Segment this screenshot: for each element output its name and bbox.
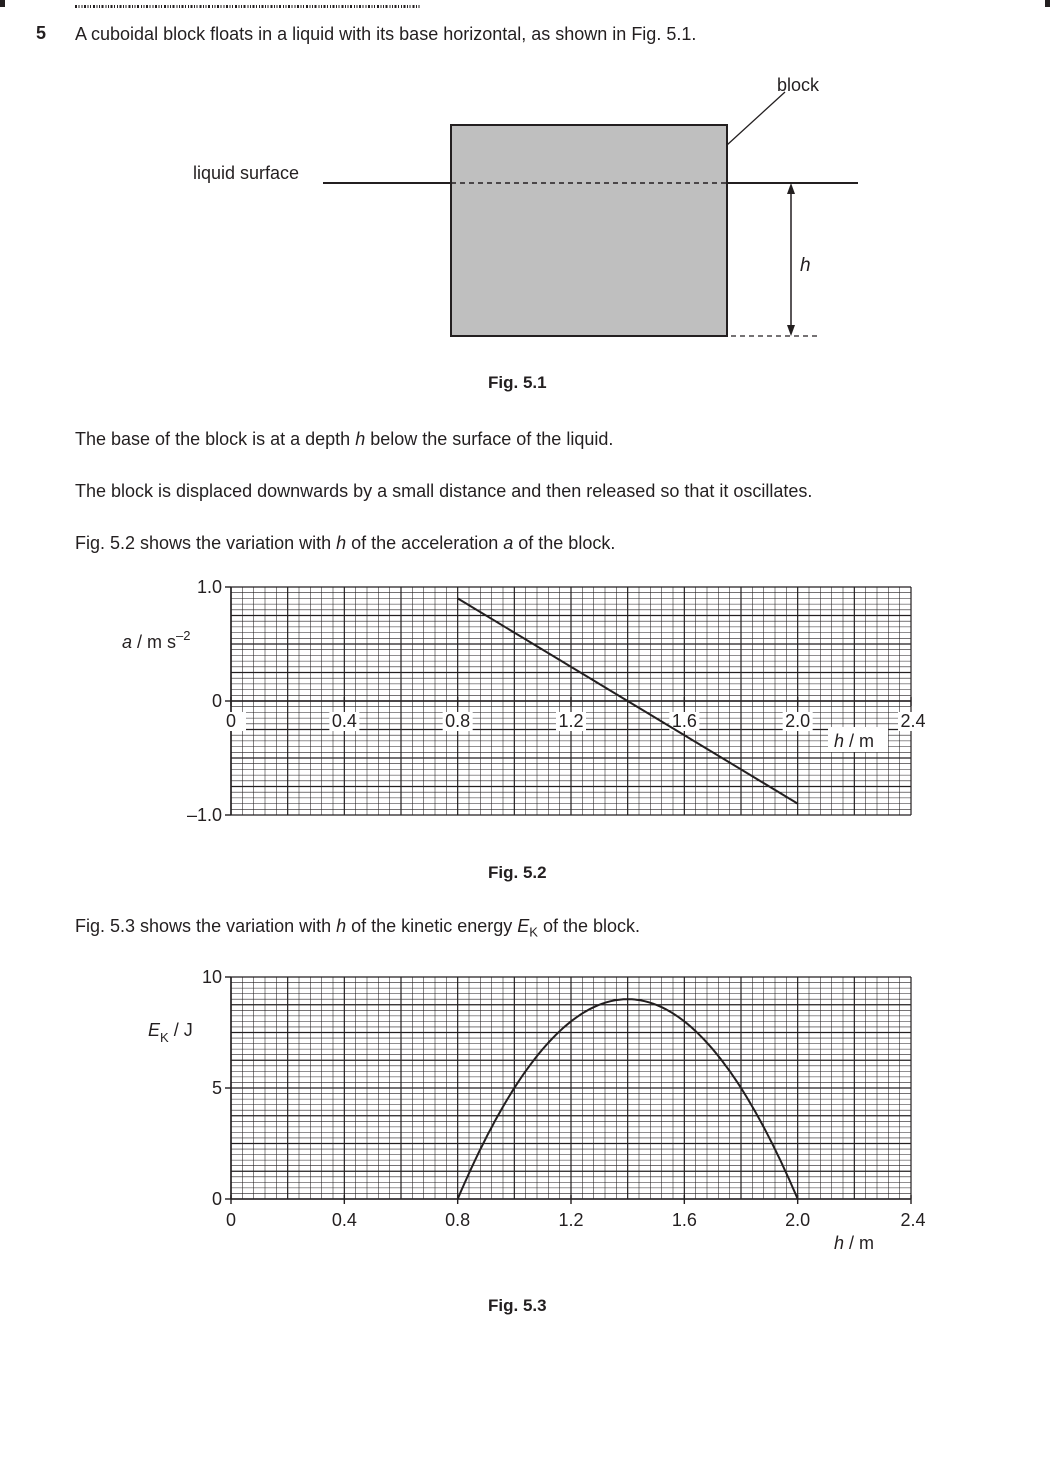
barcode-bar [88, 5, 89, 8]
y-tick-label: 0 [211, 1189, 222, 1209]
barcode-bar [312, 5, 313, 8]
barcode-bar [377, 5, 379, 8]
barcode-bar [248, 5, 249, 8]
barcode-bar [330, 5, 331, 8]
barcode-bar [342, 5, 344, 8]
barcode-bar [372, 5, 373, 8]
barcode-bar [161, 5, 162, 8]
barcode-bar [413, 5, 415, 8]
barcode-bar [407, 5, 408, 8]
barcode-bar [90, 5, 91, 8]
barcode-bar [336, 5, 337, 8]
barcode-bar [315, 5, 317, 8]
barcode-bar [381, 5, 382, 8]
x-tick-label: 2.0 [785, 711, 811, 731]
fig-5-3-caption: Fig. 5.3 [488, 1296, 547, 1315]
barcode-bar [126, 5, 127, 8]
question-number: 5 [36, 23, 47, 43]
barcode-bar [292, 5, 293, 8]
floating-block [451, 125, 727, 336]
barcode-bar [374, 5, 375, 8]
corner-mark-left [0, 0, 5, 7]
barcode-bar [79, 5, 80, 8]
x-tick-label: 2.4 [900, 711, 926, 731]
x-tick-label: 0 [225, 1210, 237, 1230]
paragraph-depth: The base of the block is at a depth h below the surface of the liquid. [75, 429, 614, 449]
barcode-bar [102, 5, 104, 8]
barcode-bar [350, 5, 352, 8]
barcode-bar [262, 5, 264, 8]
barcode-bar [232, 5, 233, 8]
barcode-bar [208, 5, 210, 8]
barcode-bar [159, 5, 160, 8]
paragraph-fig52-intro: Fig. 5.2 shows the variation with h of the acceleration a of the block. [75, 533, 616, 553]
barcode-bar [250, 5, 251, 8]
block-leader-line [727, 92, 785, 145]
barcode-bar [97, 5, 98, 8]
barcode-bar [179, 5, 180, 8]
barcode-bar [288, 5, 290, 8]
barcode-bar [224, 5, 225, 8]
x-tick-label: 0.8 [445, 711, 471, 731]
barcode-bar [277, 5, 278, 8]
depth-arrow-head-bottom [787, 325, 795, 336]
barcode-bar [106, 5, 107, 8]
barcode-bar [345, 5, 346, 8]
barcode-bar [141, 5, 142, 8]
barcode-bar [256, 5, 257, 8]
barcode-bar [221, 5, 222, 8]
barcode-bar [416, 5, 417, 8]
y-tick-label: 0 [211, 691, 222, 711]
depth-arrow-head-top [787, 183, 795, 194]
barcode-bar [354, 5, 355, 8]
x-tick-label: 0.4 [331, 711, 357, 731]
x-tick-label: 0.8 [445, 1210, 471, 1230]
barcode-bar [306, 5, 308, 8]
barcode-bar [383, 5, 384, 8]
barcode-bar [153, 5, 154, 8]
barcode-bar [129, 5, 131, 8]
page-barcode [75, 0, 420, 8]
barcode-bar [93, 5, 95, 8]
barcode-bar [117, 5, 118, 8]
barcode-bar [177, 5, 178, 8]
barcode-bar [99, 5, 100, 8]
x-tick-label: 2.4 [900, 1210, 926, 1230]
barcode-bar [194, 5, 195, 8]
barcode-bar [197, 5, 198, 8]
barcode-bar [366, 5, 367, 8]
x-tick-label: 1.2 [558, 1210, 584, 1230]
barcode-bar [363, 5, 364, 8]
barcode-bar [419, 5, 420, 8]
x-tick-label: 1.6 [671, 711, 697, 731]
barcode-bar [132, 5, 133, 8]
barcode-bar [206, 5, 207, 8]
barcode-bar [182, 5, 184, 8]
y-tick-label: 5 [211, 1078, 222, 1098]
barcode-bar [271, 5, 273, 8]
y-tick-label: –1.0 [186, 805, 222, 825]
barcode-bar [212, 5, 213, 8]
barcode-bar [268, 5, 269, 8]
barcode-bar [279, 5, 281, 8]
y-tick-label: 1.0 [196, 577, 222, 597]
barcode-bar [200, 5, 202, 8]
barcode-bar [368, 5, 370, 8]
barcode-bar [164, 5, 166, 8]
barcode-bar [392, 5, 393, 8]
barcode-bar [150, 5, 151, 8]
fig-5-2-acceleration-chart [0, 570, 1050, 840]
x-tick-label: 0 [225, 711, 237, 731]
block-label: block [777, 75, 820, 95]
barcode-bar [108, 5, 109, 8]
barcode-bar [203, 5, 204, 8]
x-tick-label: 1.6 [671, 1210, 697, 1230]
barcode-bar [230, 5, 231, 8]
barcode-bar [144, 5, 145, 8]
barcode-bar [386, 5, 388, 8]
barcode-bar [327, 5, 328, 8]
barcode-bar [111, 5, 113, 8]
barcode-bar [253, 5, 255, 8]
barcode-bar [321, 5, 322, 8]
barcode-bar [283, 5, 284, 8]
barcode-bar [295, 5, 296, 8]
barcode-bar [168, 5, 169, 8]
fig-5-2-caption: Fig. 5.2 [488, 863, 547, 882]
fig-5-1-diagram [0, 60, 1050, 360]
barcode-bar [339, 5, 340, 8]
barcode-bar [215, 5, 216, 8]
barcode-bar [226, 5, 228, 8]
barcode-bar [191, 5, 193, 8]
barcode-bar [135, 5, 136, 8]
depth-h-label: h [800, 255, 811, 276]
barcode-bar [170, 5, 171, 8]
fig-5-3-kinetic-energy-chart [0, 960, 1050, 1260]
barcode-bar [401, 5, 402, 8]
barcode-bar [357, 5, 358, 8]
barcode-bar [297, 5, 299, 8]
barcode-bar [217, 5, 219, 8]
barcode-bar [185, 5, 186, 8]
liquid-surface-label: liquid surface [193, 163, 300, 183]
barcode-bar [82, 5, 83, 8]
barcode-bar [301, 5, 302, 8]
barcode-bar [241, 5, 242, 8]
barcode-bar [114, 5, 115, 8]
barcode-bar [75, 5, 77, 8]
paragraph-oscillation: The block is displaced downwards by a small distance and then released so that it oscillates. [75, 481, 813, 501]
barcode-bar [303, 5, 304, 8]
barcode-bar [410, 5, 411, 8]
barcode-bar [404, 5, 406, 8]
barcode-bar [120, 5, 122, 8]
y-axis-label: $E_K$ / J [148, 1020, 193, 1045]
barcode-bar [395, 5, 397, 8]
barcode-bar [310, 5, 311, 8]
x-tick-label: 0.4 [331, 1210, 357, 1230]
barcode-bar [274, 5, 275, 8]
question-intro: A cuboidal block floats in a liquid with its base horizontal, as shown in Fig. 5.1. [75, 24, 697, 44]
fig-5-1-caption: Fig. 5.1 [488, 373, 547, 392]
barcode-bar [235, 5, 237, 8]
barcode-bar [333, 5, 335, 8]
barcode-bar [188, 5, 189, 8]
barcode-bar [259, 5, 260, 8]
barcode-bar [286, 5, 287, 8]
barcode-bar [137, 5, 139, 8]
y-axis-label: a / m $s^{-2}$ [122, 628, 191, 652]
x-tick-label: 2.0 [785, 1210, 811, 1230]
barcode-bar [155, 5, 157, 8]
barcode-bar [123, 5, 124, 8]
barcode-bar [390, 5, 391, 8]
barcode-bar [265, 5, 266, 8]
barcode-bar [146, 5, 148, 8]
barcode-bar [173, 5, 175, 8]
y-tick-label: 10 [201, 967, 222, 987]
barcode-bar [84, 5, 86, 8]
x-tick-label: 1.2 [558, 711, 584, 731]
corner-mark-right [1045, 0, 1050, 7]
barcode-bar [244, 5, 246, 8]
barcode-bar [359, 5, 361, 8]
barcode-bar [398, 5, 399, 8]
barcode-bar [348, 5, 349, 8]
paragraph-fig53-intro: Fig. 5.3 shows the variation with h of the kinetic energy $E_K$ of the block. [75, 916, 640, 940]
x-axis-label: h / m [834, 1233, 875, 1253]
barcode-bar [324, 5, 326, 8]
barcode-bar [239, 5, 240, 8]
barcode-bar [319, 5, 320, 8]
x-axis-label: h / m [834, 731, 875, 751]
